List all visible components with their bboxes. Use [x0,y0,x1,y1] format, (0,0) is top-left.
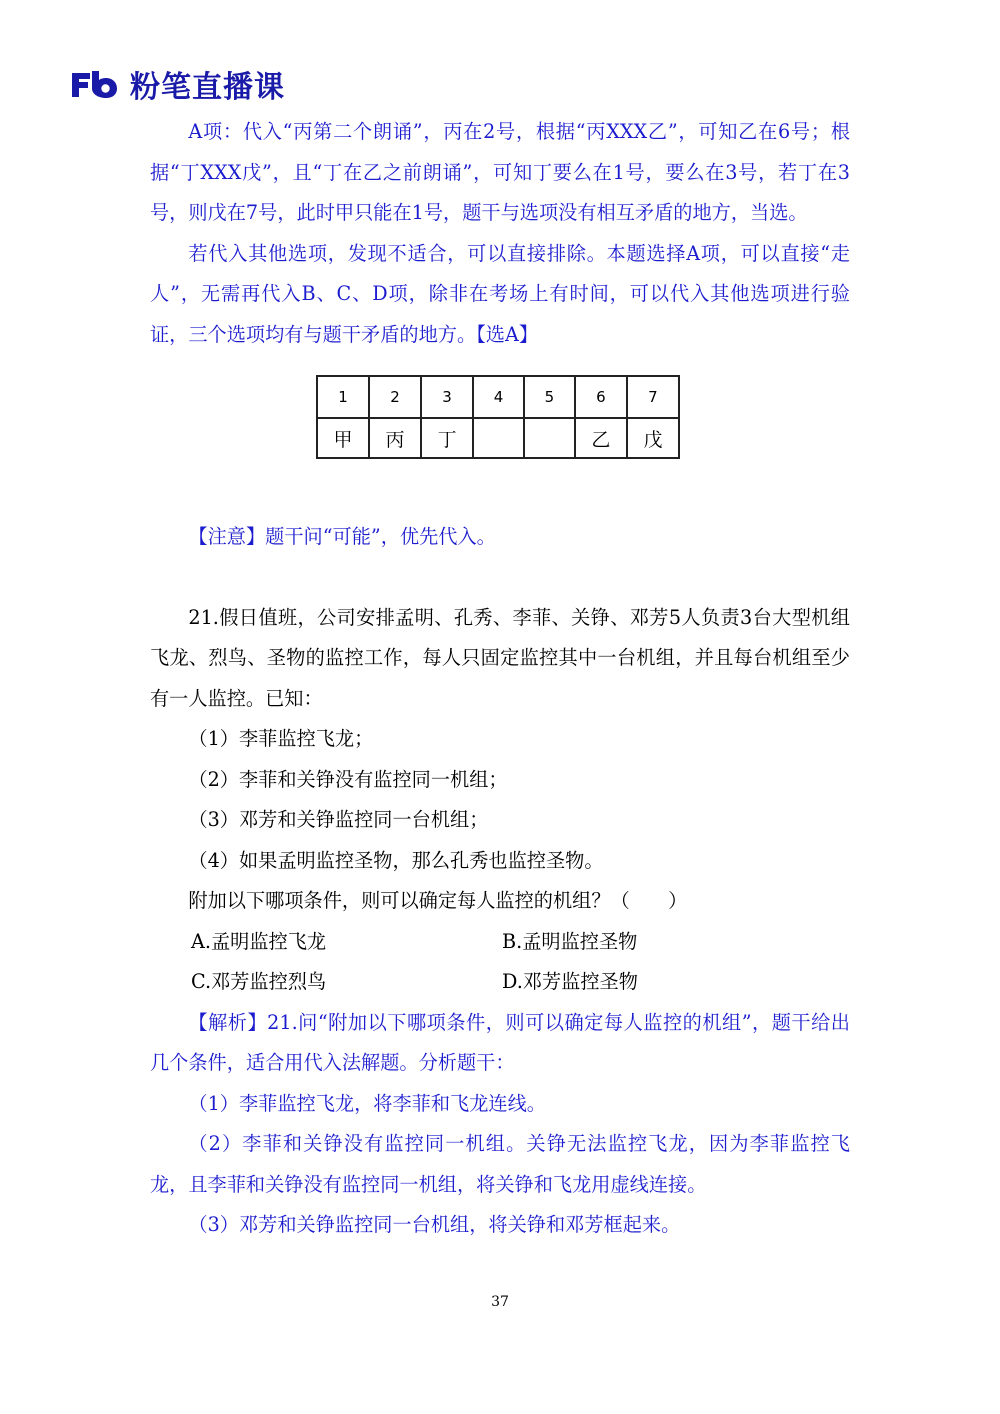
options-row-1 [150,922,850,963]
option-c: C.邓芳监控烈鸟 [191,970,327,993]
page-number: 37 [491,1294,509,1310]
table-cell-number: 6 [575,376,627,418]
explanation-para-b: 若代入其他选项，发现不适合，可以直接排除。本题选择A项，可以直接“走人”，无需再代入B、C、D项，除非在考场上有时间，可以代入其他选项进行验证，三个选项均有与题干矛盾的地方。【选A】 [150,241,850,346]
analysis-intro: 【解析】21.问“附加以下哪项条件，则可以确定每人监控的机组”，题干给出几个条件，适合用代入法解题。分析题干： [150,1010,850,1074]
table-row-numbers [317,376,679,418]
brand-logo [70,62,285,106]
table-cell-name: 乙 [575,418,627,458]
question-condition-4: （4）如果孟明监控圣物，那么孔秀也监控圣物。 [188,848,604,872]
analysis-step-2: （2）李菲和关铮没有监控同一机组。关铮无法监控飞龙，因为李菲监控飞龙，且李菲和关铮没有监控同一机组，将关铮和飞龙用虚线连接。 [150,1132,850,1196]
option-b: B.孟明监控圣物 [502,929,638,953]
page-content [150,112,850,1246]
table-cell-name: 丁 [421,418,473,458]
table-cell-name: 戊 [627,418,679,458]
table-cell-number: 4 [473,376,524,418]
table-cell-number: 2 [369,376,421,418]
table-cell-name: 丙 [369,418,421,458]
table-cell-name [524,418,575,458]
analysis-step-1: （1）李菲监控飞龙，将李菲和飞龙连线。 [188,1091,546,1115]
option-a: A.孟明监控飞龙 [191,929,327,953]
question-condition-3: （3）邓芳和关铮监控同一台机组； [188,808,489,831]
options-row-2 [150,962,850,1003]
explanation-para-a: A项：代入“丙第二个朗诵”，丙在2号，根据“丙XXX乙”，可知乙在6号；根据“丁XXX戊”，且“丁在乙之前朗诵”，可知丁要么在1号，要么在3号，若丁在3号，则戊在7号，此时甲只能在1号，题干与选项没有相互矛盾的地方，当选。 [150,120,850,224]
table-cell-name: 甲 [317,418,369,458]
seat-order-table-wrap [316,375,682,459]
question-ask: 附加以下哪项条件，则可以确定每人监控的机组？（ ） [188,889,688,912]
seat-order-table [316,375,680,459]
analysis-step-3: （3）邓芳和关铮监控同一台机组，将关铮和邓芳框起来。 [188,1213,681,1236]
fb-logo-icon [70,69,120,99]
question-stem: 21.假日值班，公司安排孟明、孔秀、李菲、关铮、邓芳5人负责3台大型机组飞龙、烈鸟、圣物的监控工作，每人只固定监控其中一台机组，并且每台机组至少有一人监控。已知： [150,605,850,710]
note-text: 【注意】题干问“可能”，优先代入。 [188,525,496,548]
option-d: D.邓芳监控圣物 [502,970,638,993]
table-row-names [317,418,679,458]
table-cell-number: 1 [317,376,369,418]
table-cell-name [473,418,524,458]
brand-name: 粉笔直播课 [130,70,285,105]
table-cell-number: 7 [627,376,679,418]
table-cell-number: 5 [524,376,575,418]
question-condition-2: （2）李菲和关铮没有监控同一机组； [188,767,508,791]
table-cell-number: 3 [421,376,473,418]
question-condition-1: （1）李菲监控飞龙； [188,727,374,750]
